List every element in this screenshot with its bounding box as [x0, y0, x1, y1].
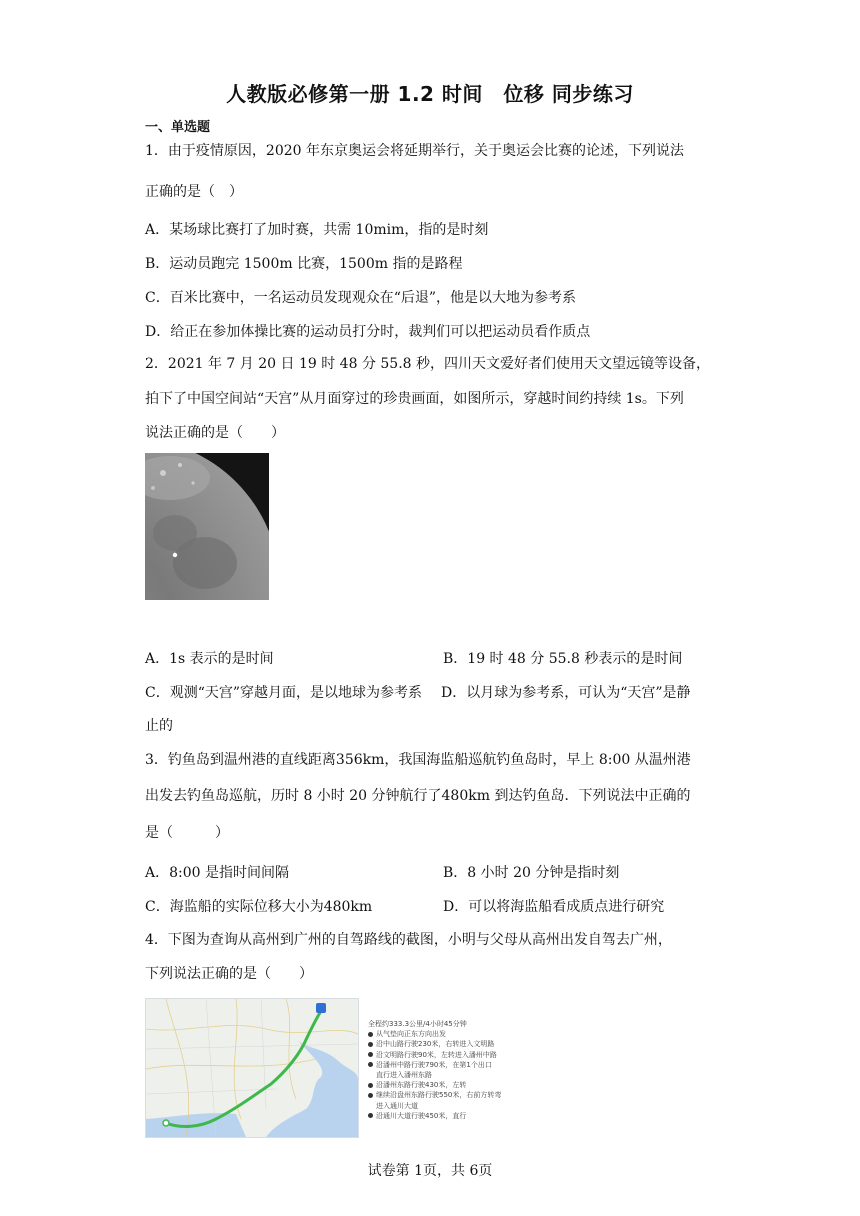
- q3-option-a: A．8:00 是指时间间隔: [145, 865, 289, 881]
- bullet-icon: [368, 1062, 373, 1067]
- bullet-icon: [368, 1032, 373, 1037]
- q1-stem-line2: 正确的是（ ）: [145, 184, 243, 200]
- q1-option-d: D．给正在参加体操比赛的运动员打分时，裁判们可以把运动员看作质点: [145, 324, 591, 340]
- q2-stem-line2: 拍下了中国空间站“天宫”从月面穿过的珍贵画面，如图所示，穿越时间约持续 1s。下列: [145, 391, 684, 407]
- route-step: 继续沿盘州东路行驶550米，右前方转弯: [368, 1090, 501, 1100]
- q2-option-b: B．19 时 48 分 55.8 秒表示的是时间: [443, 651, 683, 667]
- q2-option-a: A．1s 表示的是时间: [145, 651, 274, 667]
- q3-stem-line3: 是（ ）: [145, 825, 229, 841]
- route-step: 沿潘州东路行驶430米，左转: [368, 1080, 501, 1090]
- q4-stem-line1: 4．下图为查询从高州到广州的自驾路线的截图，小明与父母从高州出发自驾去广州，: [145, 932, 672, 948]
- route-map-image: [146, 999, 358, 1137]
- q1-option-b: B．运动员跑完 1500m 比赛，1500m 指的是路程: [145, 256, 463, 272]
- route-step: 从气垫向正东方向出发: [368, 1029, 501, 1039]
- page-footer: 试卷第 1页，共 6页: [367, 1163, 493, 1179]
- q2-stem-line3: 说法正确的是（ ）: [145, 425, 285, 441]
- route-step: 沿通川大道行驶450米，直行: [368, 1111, 501, 1121]
- q3-option-c: C．海监船的实际位移大小为480km: [145, 899, 373, 915]
- bullet-icon: [368, 1083, 373, 1088]
- route-step: 沿潘州中路行驶790米，在第1个出口: [368, 1060, 501, 1070]
- bullet-icon: [368, 1052, 373, 1057]
- page-title: 人教版必修第一册 1.2 时间 位移 同步练习: [226, 82, 634, 106]
- route-step: 沿文明路行驶90米，左转进入潘州中路: [368, 1050, 501, 1060]
- q2-option-d-cont: 止的: [145, 718, 173, 734]
- route-title: 全程约333.3公里/4小时45分钟: [368, 1020, 467, 1028]
- q2-stem-line1: 2．2021 年 7 月 20 日 19 时 48 分 55.8 秒，四川天文爱好者们使用天文望远镜等设备，: [145, 356, 711, 372]
- q1-stem-line1: 1．由于疫情原因，2020 年东京奥运会将延期举行，关于奥运会比赛的论述，下列说法: [145, 143, 684, 159]
- section-heading: 一、单选题: [145, 120, 211, 135]
- q3-stem-line2: 出发去钓鱼岛巡航，历时 8 小时 20 分钟航行了480km 到达钓鱼岛．下列说法中正确的: [145, 788, 691, 804]
- route-step-cont: 直行进入潘州东路: [376, 1071, 432, 1080]
- bullet-icon: [368, 1093, 373, 1098]
- q2-option-d: D．以月球为参考系，可认为“天宫”是静: [441, 685, 691, 701]
- q3-option-b: B．8 小时 20 分钟是指时刻: [443, 865, 620, 881]
- bullet-icon: [368, 1042, 373, 1047]
- q1-option-a: A．某场球比赛打了加时赛，共需 10mim，指的是时刻: [145, 222, 489, 238]
- q3-stem-line1: 3．钓鱼岛到温州港的直线距离356km，我国海监船巡航钓鱼岛时，早上 8:00 从温州港: [145, 752, 691, 768]
- bullet-icon: [368, 1113, 373, 1118]
- q2-option-c: C．观测“天宫”穿越月面，是以地球为参考系: [145, 685, 423, 701]
- route-map: [145, 998, 359, 1138]
- route-step: 沿中山路行驶230米，右转进入文明路: [368, 1039, 501, 1049]
- route-directions: [368, 1019, 501, 1121]
- q4-stem-line2: 下列说法正确的是（ ）: [145, 966, 313, 982]
- moon-image: [145, 453, 269, 600]
- route-step-cont: 进入通川大道: [376, 1101, 418, 1110]
- moon-photo: [145, 453, 269, 600]
- q3-option-d: D．可以将海监船看成质点进行研究: [443, 899, 665, 915]
- q1-option-c: C．百米比赛中，一名运动员发现观众在“后退”，他是以大地为参考系: [145, 290, 577, 306]
